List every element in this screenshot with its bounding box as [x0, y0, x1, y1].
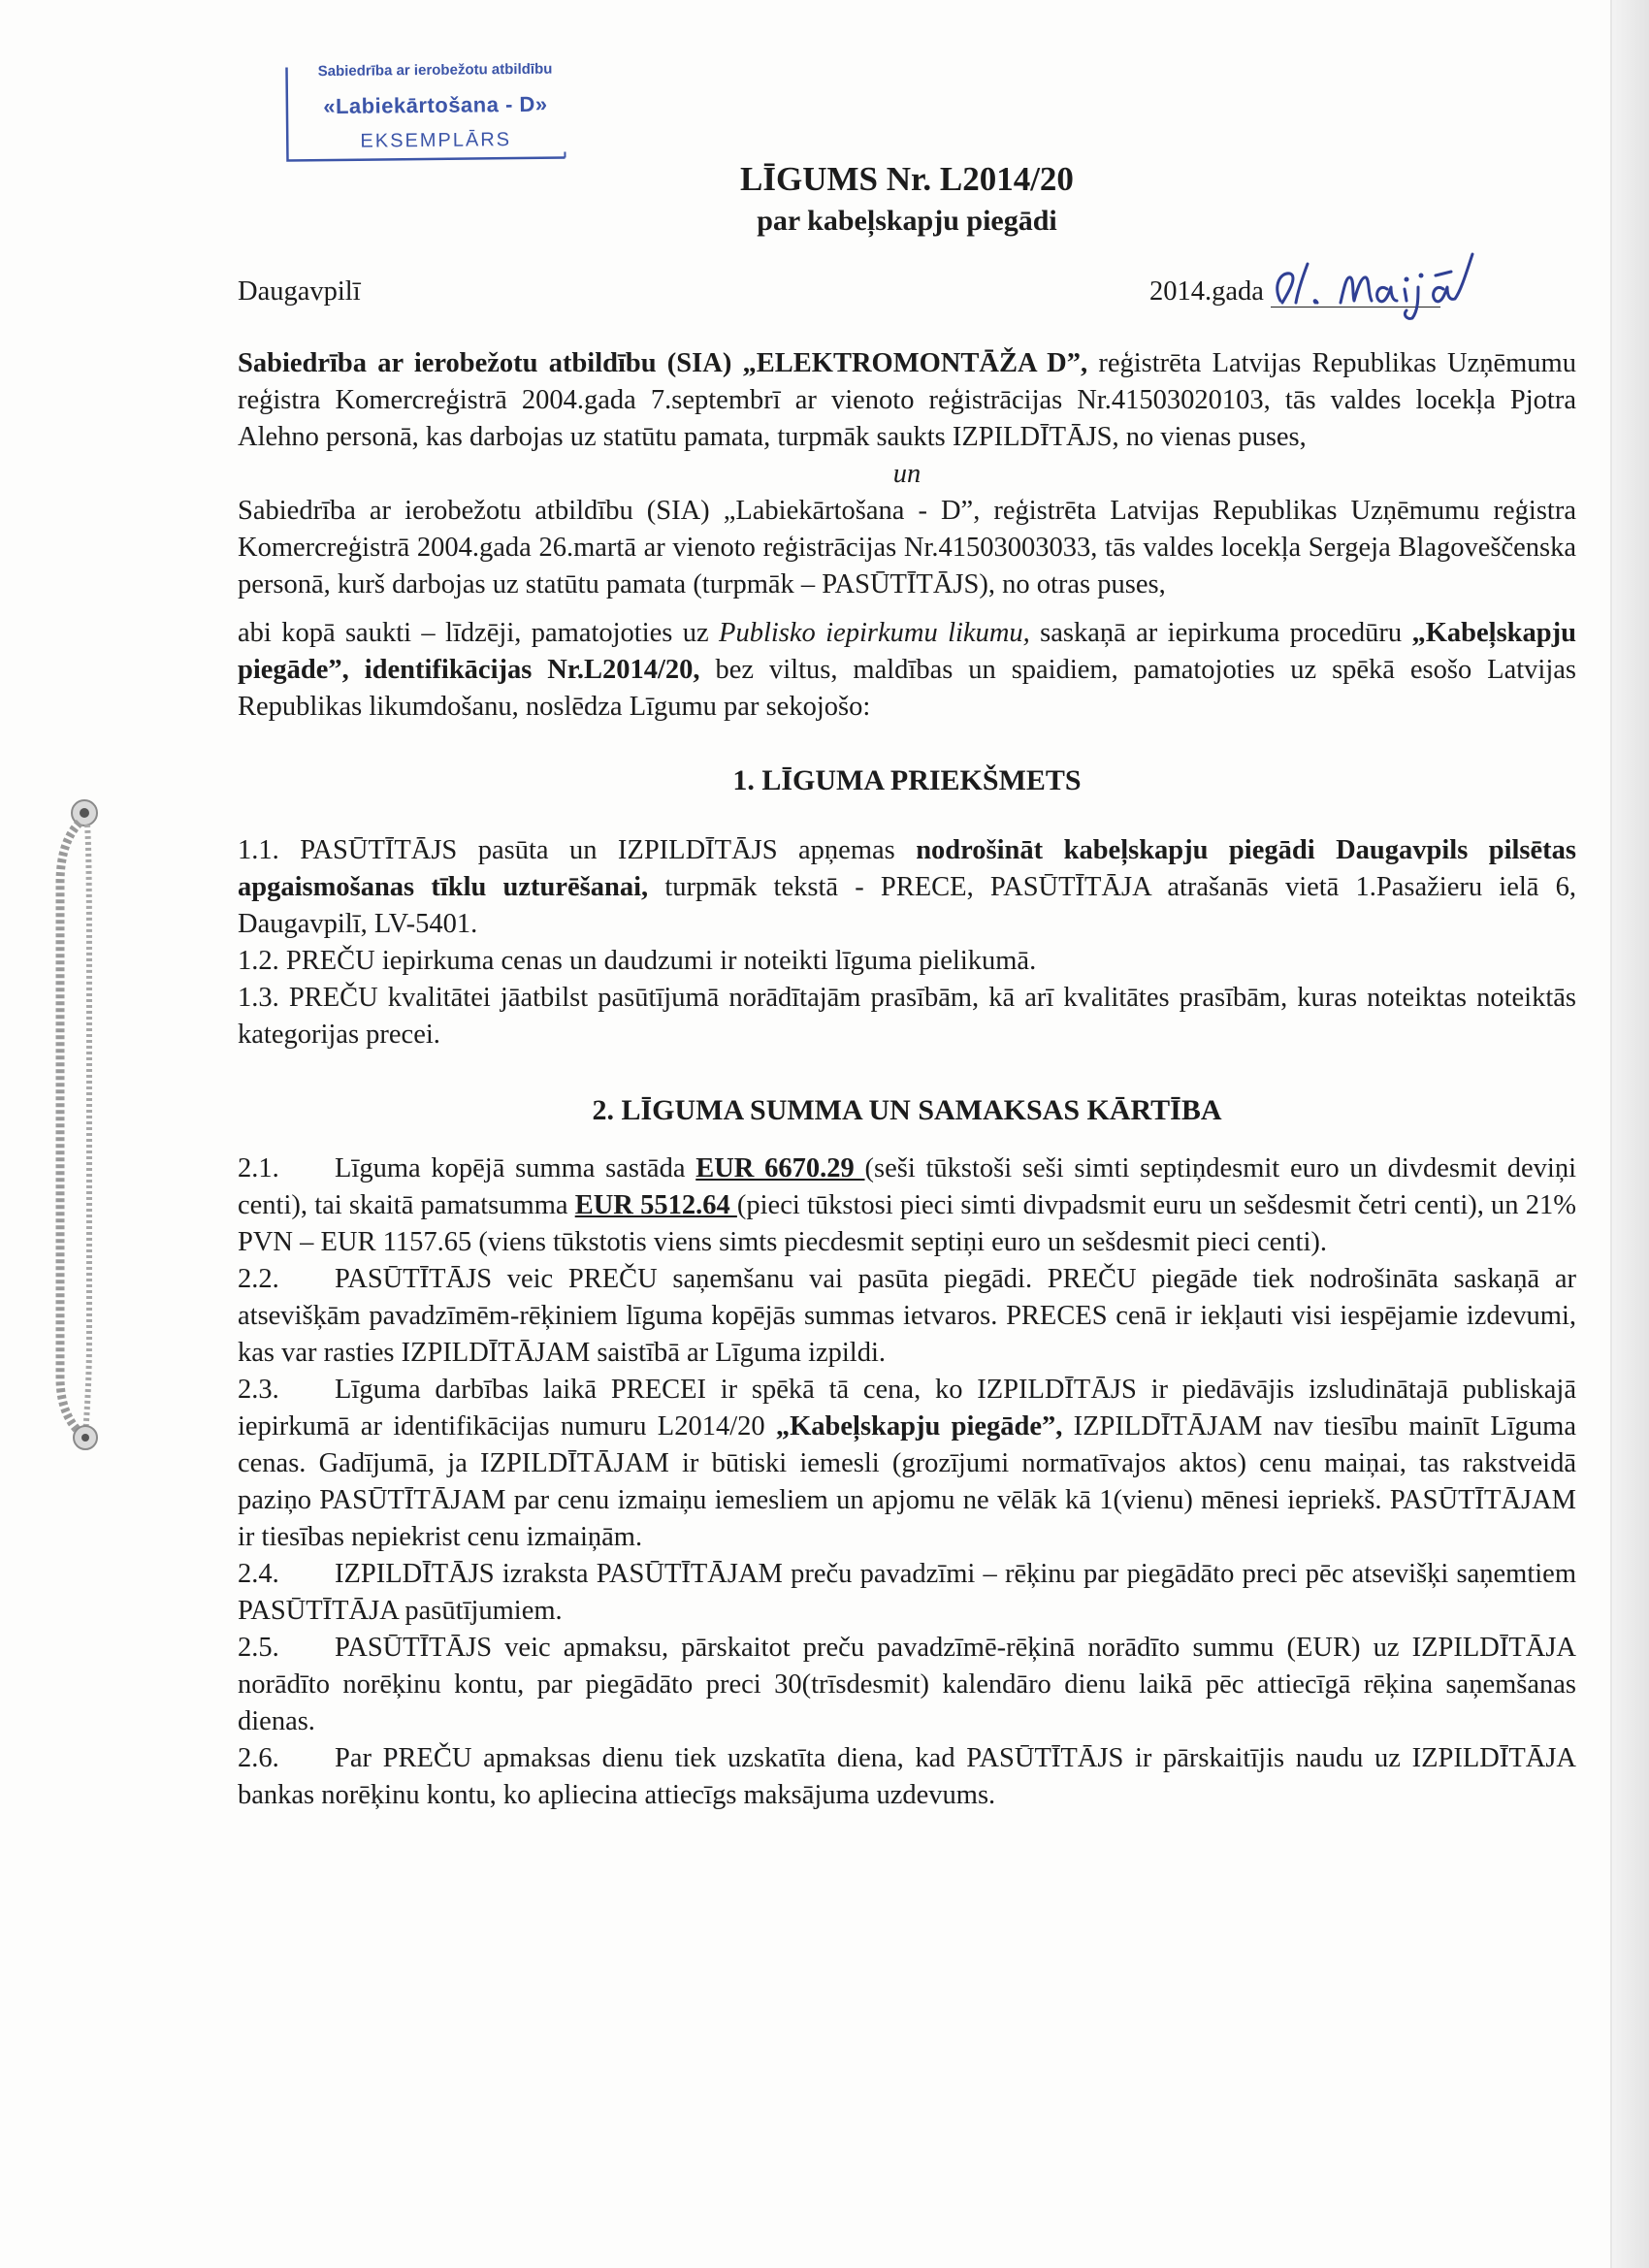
base-amount: EUR 5512.64: [574, 1190, 737, 1220]
law-reference: Publisko iepirkumu likumu,: [719, 618, 1030, 648]
place: Daugavpilī: [238, 276, 361, 307]
parties-together: [238, 615, 1576, 726]
document-subtitle: par kabeļskapju piegādi: [757, 205, 1057, 237]
clause-2-2-text: PASŪTĪTĀJS veic PREČU saņemšanu vai pasūta piegādi. PREČU piegāde tiek nodrošināta saskaņā ar atsevišķām pavadzīmēm-rēķiniem līguma kopējās summas ietvaros. PRECES cenā ir iekļauti visi iespējamie izdevumi, kas var rasties IZPILDĪTĀJAM saistībā ar Līguma izpildi.: [238, 1264, 1576, 1368]
date-prefix: 2014.gada: [1149, 276, 1264, 307]
clause-2-4: [238, 1556, 1576, 1630]
together-text-a: abi kopā saukti – līdzēji, pamatojoties uz: [238, 618, 720, 648]
section-2-title: 2. LĪGUMA SUMMA UN SAMAKSAS KĀRTĪBA: [592, 1094, 1222, 1126]
page-edge-line: [1610, 0, 1612, 2268]
clause-2-3: [238, 1372, 1576, 1556]
clause-1-1-a: 1.1. PASŪTĪTĀJS pasūta un IZPILDĪTĀJS apņemas: [238, 835, 917, 865]
stamp-line-1: Sabiedrība ar ierobežotu atbildību: [317, 60, 553, 81]
clause-2-2-number: 2.2.: [238, 1264, 279, 1294]
clause-1-1: [238, 832, 1576, 943]
clause-2-6-text: Par PREČU apmaksas dienu tiek uzskatīta diena, kad PASŪTĪTĀJS ir pārskaitījis naudu uz IZPILDĪTĀJA bankas norēķinu kontu, ko apliecina attiecīgs maksājuma uzdevums.: [238, 1743, 1576, 1810]
executor-details: reģistrēta Latvijas Republikas Uzņēmumu reģistra Komercreģistrā 2004.gada 7.septembrī ar vienoto reģistrācijas Nr.41503020103, tās valdes locekļa Pjotra Alehno personā, kas darbojas uz statūtu pamata, turpmāk saukts IZPILDĪTĀJS, no vienas puses,: [238, 348, 1576, 452]
party-customer: Sabiedrība ar ierobežotu atbildību (SIA) „Labiekārtošana - D”, reģistrēta Latvijas Republikas Uzņēmumu reģistra Komercreģistrā 2004.gada 26.martā ar vienoto reģistrācijas Nr.41503003033, tās valdes locekļa Sergeja Blagoveščenska personā, kurš darbojas uz statūtu pamata (turpmāk – PASŪTĪTĀJS), no otras puses,: [238, 496, 1576, 599]
together-text-c: bez viltus, maldības un spaidiem, pamatojoties uz spēkā esošo Latvijas Republikas likumdošanu, noslēdza Līgumu par sekojošo:: [238, 655, 1576, 722]
clause-2-3-a: Līguma darbības laikā PRECEI ir spēkā tā cena, ko IZPILDĪTĀJS ir piedāvājis izsludinātajā publiskajā iepirkumā ar identifikācijas numuru L2014/20: [238, 1375, 1576, 1442]
party-executor: [238, 345, 1576, 456]
stamp-line-2: «Labiekārtošana - D»: [323, 91, 548, 119]
section-1-title: 1. LĪGUMA PRIEKŠMETS: [732, 764, 1082, 796]
clause-2-4-number: 2.4.: [238, 1559, 279, 1589]
binding-string: [31, 795, 109, 1455]
clause-2-5-text: PASŪTĪTĀJS veic apmaksu, pārskaitot preču pavadzīmē-rēķinā norādīto summu (EUR) uz IZPILDĪTĀJA norādīto norēķinu kontu, par piegādāto preci 30(trīsdesmit) kalendāro dienu laikā pēc attiecīgā rēķina saņemšanas dienas.: [238, 1633, 1576, 1736]
together-text-b: saskaņā ar iepirkuma procedūru: [1029, 618, 1412, 648]
clause-1-1-c: turpmāk tekstā - PRECE, PASŪTĪTĀJA atrašanās vietā 1.Pasažieru ielā 6, Daugavpilī, LV-5401.: [238, 872, 1576, 939]
and-separator: un: [892, 459, 922, 489]
clause-2-1-b: (seši tūkstoši seši simti septiņdesmit euro un divdesmit deviņi centi), tai skaitā pamatsumma: [238, 1153, 1576, 1220]
clause-2-5-number: 2.5.: [238, 1633, 279, 1663]
clause-2-6: [238, 1740, 1576, 1814]
clause-2-3-procedure: „Kabeļskapju piegāde”,: [775, 1411, 1063, 1442]
contract-body: [238, 345, 1576, 1814]
clause-2-3-c: IZPILDĪTĀJAM nav tiesību mainīt Līguma cenas. Gadījumā, ja IZPILDĪTĀJAM ir būtiski iemesli (grozījumi normatīvajos aktos) cenu maiņai, tas rakstveidā paziņo PASŪTĪTĀJAM par cenu izmaiņu iemesliem un apjomu ne vēlāk kā 1(vienu) mēnesi iepriekš. PASŪTĪTĀJAM ir tiesības nepiekrist cenu izmaiņām.: [238, 1411, 1576, 1552]
page-edge-shadow: [1612, 0, 1649, 2268]
clause-2-1-a: Līguma kopējā summa sastāda: [335, 1153, 696, 1183]
clause-1-1-subject: nodrošināt kabeļskapju piegādi Daugavpils pilsētas apgaismošanas tīklu uzturēšanai,: [238, 835, 1576, 902]
procedure-reference: „Kabeļskapju piegāde”, identifikācijas Nr.L2014/20,: [238, 618, 1576, 685]
stamp-line-3: EKSEMPLĀRS: [360, 129, 512, 152]
clause-1-3: 1.3. PREČU kvalitātei jāatbilst pasūtījumā norādītajām prasībām, kā arī kvalitātes prasībām, kuras noteiktas noteiktās kategorijas precei.: [238, 983, 1576, 1050]
document-header: [238, 157, 1576, 241]
executor-name: Sabiedrība ar ierobežotu atbildību (SIA) „ELEKTROMONTĀŽA D”,: [238, 348, 1088, 378]
clause-2-5: [238, 1630, 1576, 1740]
clause-2-2: [238, 1261, 1576, 1372]
clause-2-6-number: 2.6.: [238, 1743, 279, 1773]
clause-2-4-text: IZPILDĪTĀJS izraksta PASŪTĪTĀJAM preču pavadzīmi – rēķinu par piegādāto preci pēc atsevišķi saņemtiem PASŪTĪTĀJA pasūtījumiem.: [238, 1559, 1576, 1626]
handwritten-date: [1251, 233, 1484, 320]
clause-2-1-number: 2.1.: [238, 1153, 279, 1183]
clause-2-1-c: (pieci tūkstosi pieci simti divpadsmit euru un sešdesmit četri centi), un 21% PVN – EUR 1157.65 (viens tūkstotis viens simts piecdesmit septiņi euro un sešdesmit pieci centi).: [238, 1190, 1576, 1257]
clause-2-1: [238, 1150, 1576, 1261]
document-title: LĪGUMS Nr. L2014/20: [740, 160, 1074, 198]
clause-2-3-number: 2.3.: [238, 1375, 279, 1405]
clause-1-2: 1.2. PREČU iepirkuma cenas un daudzumi ir noteikti līguma pielikumā.: [238, 946, 1037, 976]
company-stamp: [273, 58, 574, 168]
total-amount: EUR 6670.29: [695, 1153, 865, 1183]
